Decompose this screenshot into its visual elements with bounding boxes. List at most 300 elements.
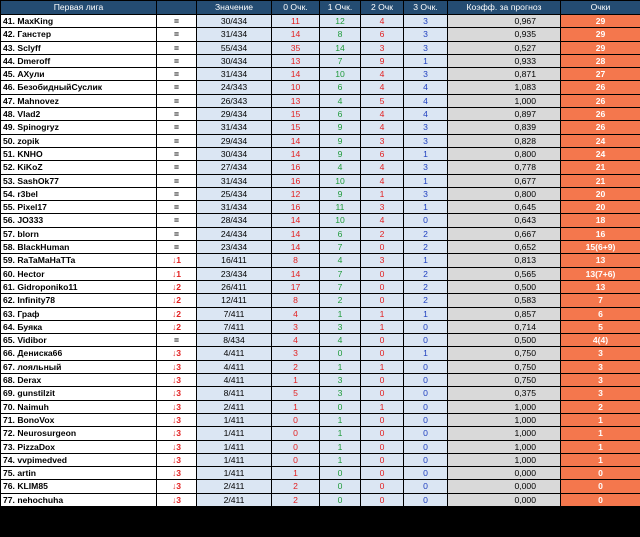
coefficient-cell: 0,000 (448, 480, 561, 493)
rank-change: = (157, 68, 197, 81)
coefficient-cell: 0,652 (448, 241, 561, 254)
one-point-cell: 1 (320, 440, 361, 453)
player-name: 52. KiKoZ (1, 161, 157, 174)
two-points-cell: 0 (361, 467, 404, 480)
header-row (1, 1, 640, 15)
three-points-cell: 1 (404, 54, 448, 67)
coefficient-cell: 1,000 (448, 453, 561, 466)
three-points-cell: 3 (404, 68, 448, 81)
three-points-cell: 0 (404, 480, 448, 493)
points-cell: 3 (561, 387, 640, 400)
player-name: 49. Spinogryz (1, 121, 157, 134)
points-cell: 26 (561, 94, 640, 107)
two-points-cell: 4 (361, 214, 404, 227)
value-cell: 31/434 (197, 28, 272, 41)
zero-points-cell: 16 (272, 161, 320, 174)
two-points-cell: 0 (361, 440, 404, 453)
one-point-cell: 11 (320, 201, 361, 214)
points-cell: 1 (561, 413, 640, 426)
rank-change: ↓2 (157, 294, 197, 307)
zero-points-cell: 5 (272, 387, 320, 400)
rank-change: ↓1 (157, 267, 197, 280)
header-value: Значение (197, 1, 272, 15)
points-cell: 13 (561, 280, 640, 293)
two-points-cell: 0 (361, 453, 404, 466)
two-points-cell: 4 (361, 121, 404, 134)
zero-points-cell: 0 (272, 440, 320, 453)
value-cell: 30/434 (197, 54, 272, 67)
one-point-cell: 7 (320, 54, 361, 67)
two-points-cell: 0 (361, 280, 404, 293)
header-zero-points: 0 Очк. (272, 1, 320, 15)
rank-change: = (157, 174, 197, 187)
two-points-cell: 3 (361, 134, 404, 147)
zero-points-cell: 2 (272, 360, 320, 373)
three-points-cell: 1 (404, 254, 448, 267)
table-row (1, 227, 640, 240)
table-row (1, 28, 640, 41)
three-points-cell: 0 (404, 467, 448, 480)
value-cell: 27/434 (197, 161, 272, 174)
player-name: 68. Derax (1, 374, 157, 387)
three-points-cell: 0 (404, 440, 448, 453)
zero-points-cell: 14 (272, 134, 320, 147)
points-cell: 1 (561, 453, 640, 466)
two-points-cell: 0 (361, 294, 404, 307)
two-points-cell: 4 (361, 108, 404, 121)
one-point-cell: 6 (320, 81, 361, 94)
value-cell: 1/411 (197, 453, 272, 466)
table-row (1, 68, 640, 81)
zero-points-cell: 12 (272, 187, 320, 200)
zero-points-cell: 14 (272, 28, 320, 41)
rank-change: ↓3 (157, 387, 197, 400)
one-point-cell: 9 (320, 134, 361, 147)
one-point-cell: 1 (320, 360, 361, 373)
rank-change: ↓3 (157, 347, 197, 360)
rank-change: = (157, 187, 197, 200)
one-point-cell: 7 (320, 267, 361, 280)
rank-change: = (157, 214, 197, 227)
one-point-cell: 0 (320, 400, 361, 413)
coefficient-cell: 0,750 (448, 347, 561, 360)
table-row (1, 214, 640, 227)
two-points-cell: 1 (361, 360, 404, 373)
points-cell: 4(4) (561, 334, 640, 347)
value-cell: 4/411 (197, 347, 272, 360)
one-point-cell: 12 (320, 15, 361, 28)
coefficient-cell: 0,935 (448, 28, 561, 41)
three-points-cell: 0 (404, 360, 448, 373)
three-points-cell: 1 (404, 201, 448, 214)
one-point-cell: 0 (320, 493, 361, 506)
header-change (157, 1, 197, 15)
two-points-cell: 0 (361, 427, 404, 440)
two-points-cell: 0 (361, 480, 404, 493)
value-cell: 1/411 (197, 413, 272, 426)
one-point-cell: 3 (320, 320, 361, 333)
points-cell: 26 (561, 108, 640, 121)
table-row (1, 267, 640, 280)
player-name: 41. MaxKing (1, 15, 157, 28)
rank-change: = (157, 147, 197, 160)
one-point-cell: 10 (320, 68, 361, 81)
value-cell: 29/434 (197, 134, 272, 147)
player-name: 61. Gidroponiko11 (1, 280, 157, 293)
header-three-points: 3 Очк. (404, 1, 448, 15)
player-name: 53. SashOk77 (1, 174, 157, 187)
three-points-cell: 0 (404, 387, 448, 400)
table-row (1, 307, 640, 320)
points-cell: 6 (561, 307, 640, 320)
zero-points-cell: 15 (272, 108, 320, 121)
points-cell: 27 (561, 68, 640, 81)
player-name: 65. Vidibor (1, 334, 157, 347)
three-points-cell: 2 (404, 294, 448, 307)
table-row (1, 493, 640, 506)
two-points-cell: 0 (361, 387, 404, 400)
table-row (1, 54, 640, 67)
rank-change: ↓3 (157, 467, 197, 480)
rank-change: ↓1 (157, 254, 197, 267)
rank-change: ↓3 (157, 480, 197, 493)
coefficient-cell: 0,897 (448, 108, 561, 121)
two-points-cell: 4 (361, 174, 404, 187)
table-row (1, 108, 640, 121)
three-points-cell: 3 (404, 161, 448, 174)
points-cell: 3 (561, 360, 640, 373)
player-name: 46. БезобидныйСуслик (1, 81, 157, 94)
zero-points-cell: 11 (272, 15, 320, 28)
value-cell: 31/434 (197, 201, 272, 214)
coefficient-cell: 0,750 (448, 374, 561, 387)
rank-change: = (157, 108, 197, 121)
two-points-cell: 4 (361, 81, 404, 94)
points-cell: 24 (561, 134, 640, 147)
two-points-cell: 1 (361, 307, 404, 320)
one-point-cell: 1 (320, 413, 361, 426)
player-name: 45. АХули (1, 68, 157, 81)
points-cell: 26 (561, 121, 640, 134)
player-name: 62. Infinity78 (1, 294, 157, 307)
two-points-cell: 2 (361, 227, 404, 240)
rank-change: = (157, 81, 197, 94)
zero-points-cell: 0 (272, 413, 320, 426)
two-points-cell: 4 (361, 161, 404, 174)
player-name: 77. nehochuha (1, 493, 157, 506)
table-row (1, 161, 640, 174)
coefficient-cell: 1,000 (448, 94, 561, 107)
table-row (1, 334, 640, 347)
one-point-cell: 3 (320, 387, 361, 400)
three-points-cell: 3 (404, 41, 448, 54)
value-cell: 25/434 (197, 187, 272, 200)
value-cell: 29/434 (197, 108, 272, 121)
one-point-cell: 4 (320, 94, 361, 107)
player-name: 51. KNHO (1, 147, 157, 160)
one-point-cell: 1 (320, 453, 361, 466)
zero-points-cell: 8 (272, 254, 320, 267)
zero-points-cell: 14 (272, 214, 320, 227)
two-points-cell: 3 (361, 201, 404, 214)
table-row (1, 453, 640, 466)
zero-points-cell: 4 (272, 307, 320, 320)
coefficient-cell: 0,714 (448, 320, 561, 333)
value-cell: 26/343 (197, 94, 272, 107)
zero-points-cell: 17 (272, 280, 320, 293)
three-points-cell: 3 (404, 187, 448, 200)
two-points-cell: 1 (361, 320, 404, 333)
player-name: 54. r3bel (1, 187, 157, 200)
table-row (1, 387, 640, 400)
two-points-cell: 3 (361, 254, 404, 267)
points-cell: 26 (561, 81, 640, 94)
rank-change: = (157, 41, 197, 54)
value-cell: 31/434 (197, 68, 272, 81)
coefficient-cell: 0,565 (448, 267, 561, 280)
header-league: Первая лига (1, 1, 157, 15)
rank-change: ↓2 (157, 320, 197, 333)
zero-points-cell: 1 (272, 467, 320, 480)
points-cell: 20 (561, 187, 640, 200)
three-points-cell: 0 (404, 413, 448, 426)
coefficient-cell: 0,839 (448, 121, 561, 134)
three-points-cell: 3 (404, 28, 448, 41)
value-cell: 55/434 (197, 41, 272, 54)
value-cell: 28/434 (197, 214, 272, 227)
player-name: 58. BlackHuman (1, 241, 157, 254)
table-row (1, 147, 640, 160)
player-name: 57. blorn (1, 227, 157, 240)
player-name: 69. gunstilzit (1, 387, 157, 400)
coefficient-cell: 0,967 (448, 15, 561, 28)
zero-points-cell: 16 (272, 201, 320, 214)
three-points-cell: 3 (404, 15, 448, 28)
coefficient-cell: 0,500 (448, 334, 561, 347)
one-point-cell: 9 (320, 187, 361, 200)
header-coefficient: Коэфф. за прогноз (448, 1, 561, 15)
one-point-cell: 4 (320, 254, 361, 267)
zero-points-cell: 16 (272, 174, 320, 187)
value-cell: 24/434 (197, 227, 272, 240)
coefficient-cell: 0,828 (448, 134, 561, 147)
player-name: 44. Dmeroff (1, 54, 157, 67)
value-cell: 2/411 (197, 493, 272, 506)
player-name: 50. zopik (1, 134, 157, 147)
points-cell: 3 (561, 347, 640, 360)
zero-points-cell: 2 (272, 493, 320, 506)
rank-change: = (157, 94, 197, 107)
table-row (1, 15, 640, 28)
table-row (1, 374, 640, 387)
rank-change: ↓3 (157, 440, 197, 453)
three-points-cell: 2 (404, 227, 448, 240)
coefficient-cell: 0,500 (448, 280, 561, 293)
coefficient-cell: 0,527 (448, 41, 561, 54)
zero-points-cell: 13 (272, 94, 320, 107)
value-cell: 1/411 (197, 440, 272, 453)
rank-change: ↓2 (157, 280, 197, 293)
two-points-cell: 6 (361, 147, 404, 160)
rank-change: = (157, 54, 197, 67)
player-name: 75. artin (1, 467, 157, 480)
rank-change: ↓2 (157, 307, 197, 320)
one-point-cell: 0 (320, 480, 361, 493)
two-points-cell: 9 (361, 54, 404, 67)
three-points-cell: 2 (404, 241, 448, 254)
one-point-cell: 8 (320, 28, 361, 41)
table-row (1, 360, 640, 373)
coefficient-cell: 0,000 (448, 493, 561, 506)
coefficient-cell: 0,750 (448, 360, 561, 373)
coefficient-cell: 0,000 (448, 467, 561, 480)
rank-change: = (157, 28, 197, 41)
rank-change: = (157, 161, 197, 174)
player-name: 74. vvpimedved (1, 453, 157, 466)
value-cell: 1/411 (197, 467, 272, 480)
two-points-cell: 1 (361, 187, 404, 200)
three-points-cell: 0 (404, 493, 448, 506)
one-point-cell: 2 (320, 294, 361, 307)
value-cell: 30/434 (197, 15, 272, 28)
coefficient-cell: 0,667 (448, 227, 561, 240)
table-row (1, 320, 640, 333)
one-point-cell: 6 (320, 108, 361, 121)
coefficient-cell: 0,583 (448, 294, 561, 307)
one-point-cell: 4 (320, 161, 361, 174)
three-points-cell: 4 (404, 81, 448, 94)
rank-change: = (157, 134, 197, 147)
player-name: 73. PizzaDox (1, 440, 157, 453)
points-cell: 29 (561, 15, 640, 28)
points-cell: 21 (561, 161, 640, 174)
points-cell: 1 (561, 427, 640, 440)
table-row (1, 241, 640, 254)
three-points-cell: 0 (404, 320, 448, 333)
two-points-cell: 0 (361, 334, 404, 347)
two-points-cell: 5 (361, 94, 404, 107)
player-name: 60. Hector (1, 267, 157, 280)
zero-points-cell: 4 (272, 334, 320, 347)
points-cell: 7 (561, 294, 640, 307)
three-points-cell: 0 (404, 214, 448, 227)
points-cell: 24 (561, 147, 640, 160)
zero-points-cell: 0 (272, 453, 320, 466)
table-row (1, 254, 640, 267)
value-cell: 7/411 (197, 320, 272, 333)
rank-change: = (157, 121, 197, 134)
three-points-cell: 0 (404, 334, 448, 347)
one-point-cell: 10 (320, 214, 361, 227)
one-point-cell: 0 (320, 467, 361, 480)
zero-points-cell: 2 (272, 480, 320, 493)
one-point-cell: 7 (320, 241, 361, 254)
zero-points-cell: 1 (272, 400, 320, 413)
player-name: 76. KLIM85 (1, 480, 157, 493)
two-points-cell: 0 (361, 347, 404, 360)
three-points-cell: 0 (404, 427, 448, 440)
coefficient-cell: 0,871 (448, 68, 561, 81)
value-cell: 1/411 (197, 427, 272, 440)
value-cell: 2/411 (197, 400, 272, 413)
zero-points-cell: 14 (272, 68, 320, 81)
zero-points-cell: 8 (272, 294, 320, 307)
one-point-cell: 1 (320, 427, 361, 440)
value-cell: 23/434 (197, 267, 272, 280)
table-row (1, 480, 640, 493)
player-name: 56. JO333 (1, 214, 157, 227)
two-points-cell: 0 (361, 267, 404, 280)
value-cell: 16/411 (197, 254, 272, 267)
points-cell: 0 (561, 467, 640, 480)
points-cell: 13(7+6) (561, 267, 640, 280)
zero-points-cell: 13 (272, 54, 320, 67)
coefficient-cell: 0,813 (448, 254, 561, 267)
three-points-cell: 4 (404, 108, 448, 121)
coefficient-cell: 1,000 (448, 413, 561, 426)
zero-points-cell: 14 (272, 241, 320, 254)
coefficient-cell: 0,933 (448, 54, 561, 67)
zero-points-cell: 15 (272, 121, 320, 134)
points-cell: 28 (561, 54, 640, 67)
points-cell: 2 (561, 400, 640, 413)
three-points-cell: 2 (404, 267, 448, 280)
coefficient-cell: 0,645 (448, 201, 561, 214)
one-point-cell: 0 (320, 347, 361, 360)
table-row (1, 41, 640, 54)
points-cell: 0 (561, 493, 640, 506)
table-row (1, 201, 640, 214)
table-row (1, 94, 640, 107)
one-point-cell: 9 (320, 121, 361, 134)
one-point-cell: 1 (320, 307, 361, 320)
coefficient-cell: 0,800 (448, 187, 561, 200)
header-one-point: 1 Очк. (320, 1, 361, 15)
zero-points-cell: 0 (272, 427, 320, 440)
player-name: 42. Ганстер (1, 28, 157, 41)
two-points-cell: 3 (361, 41, 404, 54)
coefficient-cell: 0,677 (448, 174, 561, 187)
rank-change: ↓3 (157, 360, 197, 373)
value-cell: 30/434 (197, 147, 272, 160)
player-name: 72. Neurosurgeon (1, 427, 157, 440)
table-row (1, 174, 640, 187)
coefficient-cell: 1,083 (448, 81, 561, 94)
zero-points-cell: 1 (272, 374, 320, 387)
three-points-cell: 0 (404, 400, 448, 413)
zero-points-cell: 14 (272, 267, 320, 280)
coefficient-cell: 0,800 (448, 147, 561, 160)
rank-change: ↓3 (157, 400, 197, 413)
table-row (1, 400, 640, 413)
points-cell: 0 (561, 480, 640, 493)
table-row (1, 347, 640, 360)
rank-change: = (157, 241, 197, 254)
two-points-cell: 0 (361, 241, 404, 254)
rank-change: ↓3 (157, 374, 197, 387)
rank-change: ↓3 (157, 413, 197, 426)
one-point-cell: 9 (320, 147, 361, 160)
one-point-cell: 4 (320, 334, 361, 347)
three-points-cell: 1 (404, 347, 448, 360)
value-cell: 12/411 (197, 294, 272, 307)
player-name: 55. Pixel17 (1, 201, 157, 214)
zero-points-cell: 14 (272, 147, 320, 160)
one-point-cell: 14 (320, 41, 361, 54)
player-name: 63. Граф (1, 307, 157, 320)
three-points-cell: 1 (404, 307, 448, 320)
player-name: 70. Naimuh (1, 400, 157, 413)
